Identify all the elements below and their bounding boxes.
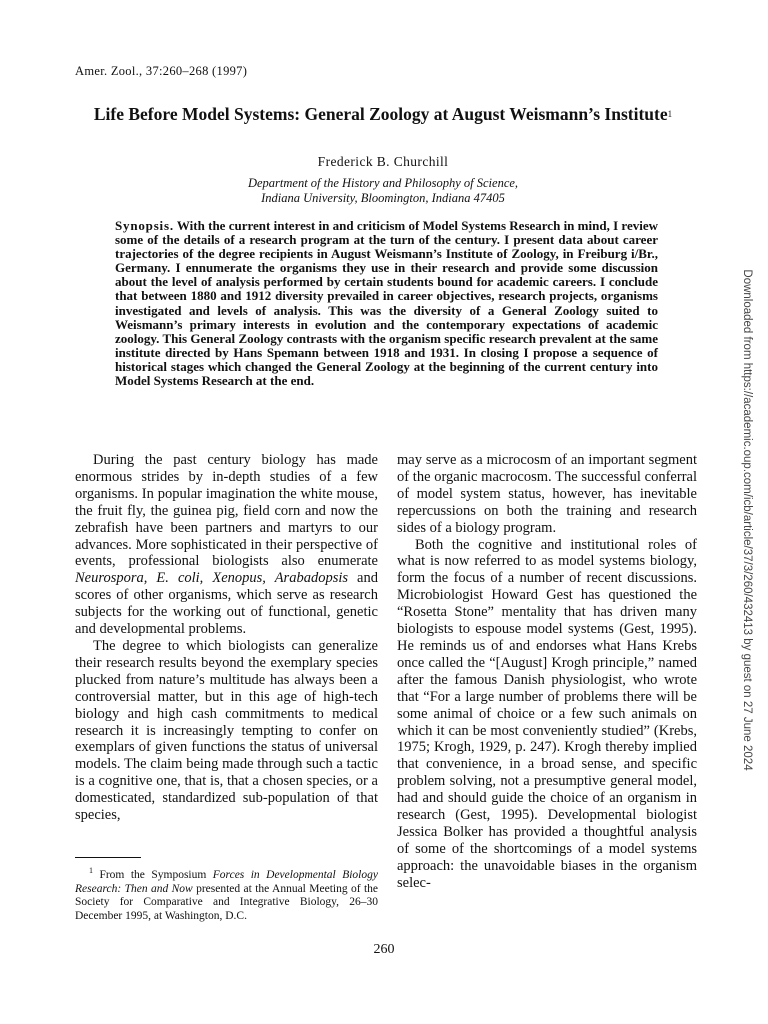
download-watermark bbox=[737, 260, 757, 780]
paragraph bbox=[75, 452, 378, 638]
author-affiliation bbox=[70, 176, 696, 206]
affiliation-line-1: Department of the History and Philosophy of Science, bbox=[247, 176, 519, 190]
article-title bbox=[70, 104, 696, 125]
footnote-text-part: presented at the Annual Meeting of the Society for Comparative and Integrative Biology, 26–30 December 1995, at Washington, D.C. bbox=[75, 882, 378, 922]
article-title-text: Life Before Model Systems: General Zoology at August Weismann’s Institute bbox=[93, 104, 668, 124]
paragraph: may serve as a microcosm of an important segment of the organic macrocosm. The successful conferral of model system status, however, has inevitable repercussions on both the training and research sides of a biology program. bbox=[397, 452, 697, 536]
paragraph-text: and scores of other organisms, which serve as research subjects for the working out of functional, genetic and developmental problems. bbox=[75, 570, 378, 638]
footnote-divider bbox=[75, 857, 141, 858]
paragraph: The degree to which biologists can generalize their research results beyond the exemplary species plucked from nature’s multitude has always been a controversial matter, but in this age of high-tech biology and high cash commitments to medical research it is increasingly tempting to confer on exemplars of given functions the status of universal models. The claim being made through such a tactic is a cognitive one, that is, that a chosen species, or a domesticated, standardized sub-population of that species, bbox=[75, 637, 378, 824]
synopsis bbox=[115, 219, 658, 388]
title-footnote-mark: 1 bbox=[667, 109, 673, 119]
synopsis-label: Synopsis. bbox=[115, 218, 174, 233]
page-number: 260 bbox=[373, 942, 395, 957]
footnote-text-part: From the Symposium bbox=[93, 868, 213, 881]
download-watermark-text: Downloaded from https://academic.oup.com/icb/article/37/3/260/432413 by guest on 27 June 2024 bbox=[741, 269, 753, 771]
footnote-mark: 1 bbox=[89, 866, 93, 875]
author-name: Frederick B. Churchill bbox=[317, 154, 449, 169]
organism-names: Neurospora, E. coli, Xenopus, Arabadopsis bbox=[75, 570, 349, 587]
symposium-title: Forces in Developmental Biology Research: Then and Now bbox=[75, 868, 378, 895]
footnote bbox=[75, 864, 378, 924]
affiliation-line-2: Indiana University, Bloomington, Indiana 47405 bbox=[261, 191, 505, 205]
synopsis-text: With the current interest in and criticism of Model Systems Research in mind, I review some of the details of a research program at the turn of the century. I present data about career trajectories of the degree recipients in August Weismann’s Institute of Zoology, in Freiburg i/Br., Germany. I ennumerate the organisms they use in their research and provide some discussion about the level of analysis performed by certain students bound for academic careers. I conclude that between 1880 and 1912 diversity prevailed in career objectives, research projects, organisms investigated and levels of analysis. This was the diversity of a General Zoology suited to Weismann’s primary interests in evolution and the contemporary expectations of academic zoology. This General Zoology contrasts with the organism specific research prevalent at the same institute directed by Hans Spemann between 1918 and 1931. In closing I propose a sequence of historical stages which changed the General Zoology at the beginning of the current century into Model Systems Research at the end. bbox=[115, 218, 659, 389]
journal-citation: Amer. Zool., 37:260–268 (1997) bbox=[75, 64, 248, 78]
body-column-left bbox=[75, 452, 378, 824]
footnote-text bbox=[75, 864, 378, 924]
paragraph: Both the cognitive and institutional roles of what is now referred to as model systems biology, form the focus of a number of recent discussions. Microbiologist Howard Gest has questioned the “Rosetta Stone” mentality that has driven many biologists to espouse model systems (Gest, 1995). He reminds us of and endorses what Hans Krebs once called the “[August] Krogh principle,” named after the famous Danish physiologist, who wrote that “For a large number of problems there will be some animal of choice or a few such animals on which it can be most conveniently studied” (Krebs, 1975; Krogh, 1929, p. 247). Krogh thereby implied that convenience, in a broad sense, and specific problem solving, not a presumptive general model, had and should guide the choice of an organism in research (Gest, 1995). Developmental biologist Jessica Bolker has provided a thoughtful analysis of some of the shortcomings of a model systems approach: the unavoidable biases in the organism selec- bbox=[397, 536, 697, 891]
paragraph-text: During the past century biology has made enormous strides by in-depth studies of a few organisms. In popular imagination the white mouse, the fruit fly, the guinea pig, field corn and now the zebrafish have been partners and martyrs to our advances. More sophisticated in their perspective of events, professional biologists also enumerate bbox=[75, 452, 378, 570]
body-column-right bbox=[397, 452, 697, 892]
